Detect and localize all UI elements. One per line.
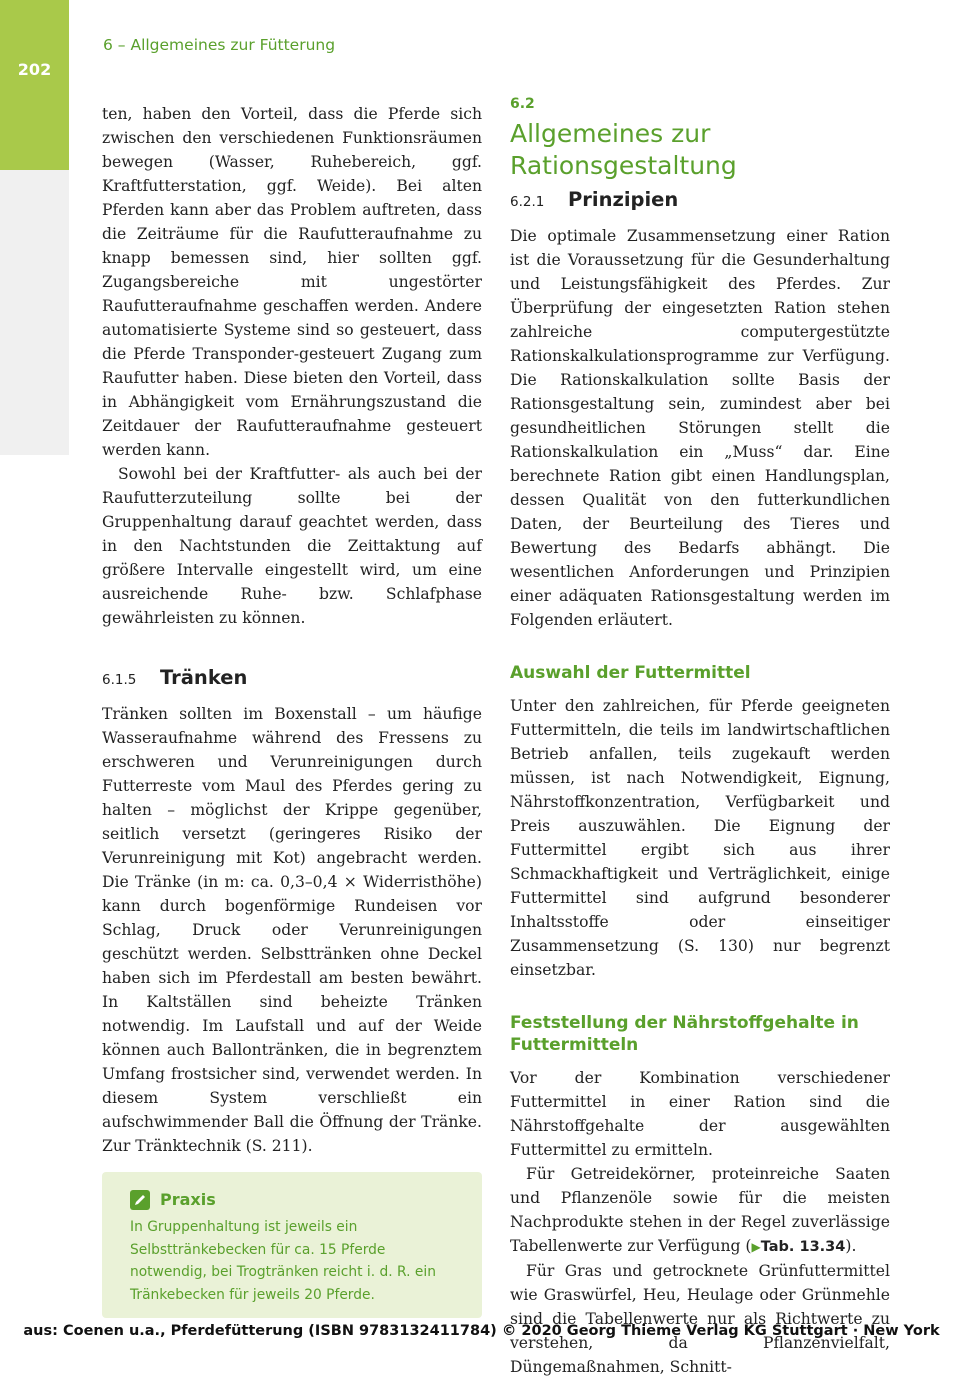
left-column [102, 102, 482, 1318]
right-column [510, 92, 890, 1379]
paragraph-text: ). [845, 1237, 857, 1255]
footer-copyright: aus: Coenen u.a., Pferdefütterung (ISBN 9783132411784) © 2020 Georg Thieme Verlag KG Stuttgart · New York [23, 1323, 940, 1339]
praxis-header [130, 1188, 464, 1212]
chapter-section-number: 6.2 [510, 96, 535, 112]
pencil-icon [130, 1190, 150, 1210]
section-title: Tränken [160, 666, 248, 689]
paragraph: Unter den zahlreichen, für Pferde geeigneten Futtermitteln, die teils im landwirtschaftlichen Betrieb anfallen, teils zugekauft werden müssen, ist nach Notwendigkeit, Eignung, Nährstoffkonzentration, Verfügbarkeit und Preis auszuwählen. Die Eignung der Futtermittel ergibt sich aus ihrer Schmackhaftigkeit und Verträglichkeit, einige Futtermittel sind aufgrund besonderer Inhaltsstoffe oder einseitiger Zusammensetzung (S. 130) nur begrenzt einsetzbar. [510, 697, 890, 979]
paragraph: Für Gras und getrocknete Grünfuttermittel wie Graswürfel, Heu, Heulage oder Grünmehle sind die Tabellenwerte nur als Richtwerte zu verstehen, da Pflanzenvielfalt, Düngemaßnahmen, Schnitt- [510, 1262, 890, 1376]
subsection-number: 6.2.1 [510, 194, 545, 210]
praxis-text: In Gruppenhaltung ist jeweils ein Selbsttränkebecken für ca. 15 Pferde notwendig, bei Trogtränken reicht i. d. R. ein Tränkebecken für jeweils 20 Pferde. [130, 1219, 436, 1303]
praxis-title: Praxis [160, 1190, 216, 1209]
paragraph: Tränken sollten im Boxenstall – um häufige Wasseraufnahme während des Fressens zu erschweren und Verunreinigungen durch Futterreste vom Maul des Pferdes gering zu halten – möglichst der Krippe gegenüber, seitlich versetzt (geringeres Risiko der Verunreinigung mit Kot) angebracht werden. Die Tränke (in m: ca. 0,3–0,4 × Widerristhöhe) kann durch bogenförmige Rundeisen vor Schlag, Druck oder Verunreinigungen geschützt werden. Selbsttränken ohne Deckel haben sich im Pferdestall am besten bewährt. In Kaltställen sind beheizte Tränken notwendig. Im Laufstall und auf der Weide können auch Ballontränken, die in begrenztem Umfang frostsicher sind, verwendet werden. In diesem System verschließt ein aufschwimmender Ball die Öffnung der Tränke. Zur Tränktechnik (S. 211). [102, 705, 482, 1155]
arrow-icon: ▶ [751, 1240, 761, 1254]
running-head: 6 – Allgemeines zur Fütterung [103, 36, 336, 54]
paragraph [510, 1162, 890, 1259]
page-number: 202 [17, 60, 52, 79]
paragraph: Vor der Kombination verschiedener Futtermittel in einer Ration sind die Nährstoffgehalte der ausgewählten Futtermittel zu ermitteln. [510, 1069, 890, 1159]
page-tab [0, 0, 69, 170]
green-heading: Auswahl der Futtermittel [510, 663, 751, 683]
section-heading [102, 666, 482, 692]
green-heading: Feststellung der Nährstoffgehalte in Futtermitteln [510, 1013, 859, 1055]
paragraph: ten, haben den Vorteil, dass die Pferde sich zwischen den verschiedenen Funktionsräumen bewegen (Wasser, Ruhebereich, ggf. Kraftfutterstation, ggf. Weide). Bei alten Pferden kann aber das Problem auftreten, dass die Zeiträume für die Raufutteraufnahme zu knapp bemessen sind, hier sollten ggf. Zugangsbereiche mit ungestörter Raufutteraufnahme geschaffen werden. Andere automatisierte Systeme sind so gesteuert, dass die Pferde Transponder-gesteuert Zugang zum Raufutter haben. Diese bieten den Vorteil, dass in Abhängigkeit vom Ernährungszustand die Zeitdauer der Raufutteraufnahme gesteuert werden kann. [102, 105, 482, 459]
paragraph: Sowohl bei der Kraftfutter- als auch bei der Raufutterzuteilung sollte bei der Gruppenhaltung darauf geachtet werden, dass in den Nachtstunden die Zeittaktung auf größere Intervalle eingestellt wird, um eine ausreichende Ruhe- bzw. Schlafphase gewährleisten zu können. [102, 465, 482, 627]
section-number: 6.1.5 [102, 672, 137, 688]
paragraph: Die optimale Zusammensetzung einer Ration ist die Voraussetzung für die Gesunderhaltung und Leistungsfähigkeit des Pferdes. Zur Überprüfung der eingesetzten Ration stehen zahlreiche computergestützte Rationskalkulationsprogramme zur Verfügung. Die Rationskalkulation sollte Basis der Rationsgestaltung sein, zumindest aber bei gesundheitlichen Störungen stellt die Rationskalkulation ein „Muss“ dar. Eine berechnete Ration gibt einen Handlungsplan, dessen Qualität von den futterkundlichen Daten, der Beurteilung des Tieres und Bewertung des Bedarfs abhängt. Die wesentlichen Anforderungen und Prinzipien einer adäquaten Rationsgestaltung werden im Folgenden erläutert. [510, 227, 890, 629]
page-tab-shadow [0, 170, 69, 455]
subsection-title: Prinzipien [568, 188, 679, 211]
paragraph-text: Für Getreidekörner, proteinreiche Saaten und Pflanzenöle sowie für die meisten Nachprodukte stehen in der Regel zuverlässige Tabellenwerte zur Verfügung ( [510, 1165, 890, 1255]
table-reference-link[interactable]: Tab. 13.34 [760, 1239, 846, 1255]
praxis-box [102, 1172, 482, 1318]
chapter-section-title: Allgemeines zur Rationsgestaltung [510, 119, 737, 180]
subsection-heading [510, 188, 890, 214]
